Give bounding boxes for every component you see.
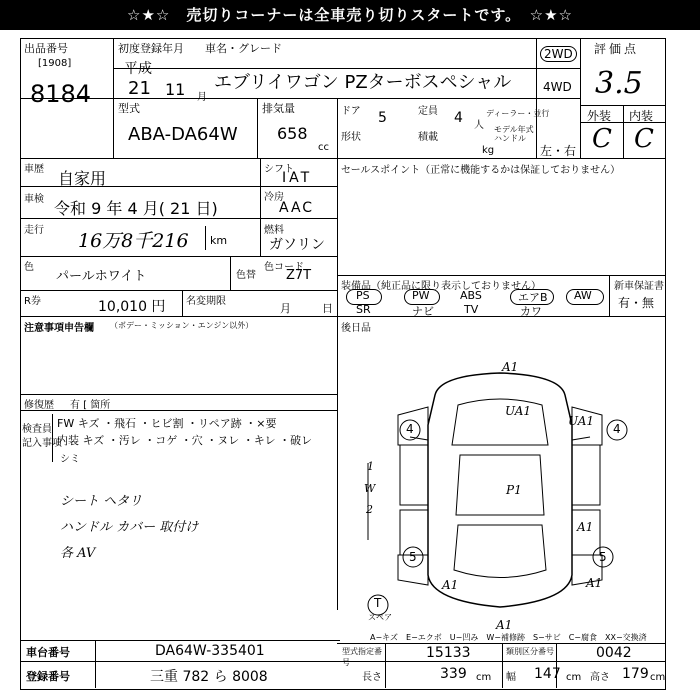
damage-mark-rear: A1	[496, 618, 513, 632]
warranty-value: 有・無	[618, 296, 655, 310]
equip-pw: PW	[412, 289, 430, 302]
name-change-label: 名変期限	[186, 296, 226, 307]
ac-label: 冷房	[264, 192, 284, 203]
damage-mark-right-front: UA1	[568, 414, 595, 428]
color-code: Z7T	[286, 268, 312, 283]
side-note-1: 1	[367, 460, 374, 473]
fuel-value: ガソリン	[269, 237, 325, 253]
dealer-label: ディーラー・並行	[486, 109, 550, 118]
height-unit: cm	[650, 672, 666, 683]
interior-grade: C	[634, 124, 654, 154]
ac-value: AAC	[279, 200, 315, 216]
shift-value: IAT	[282, 170, 313, 186]
side-note-2: W	[364, 482, 376, 495]
damage-mark-right-rear: A1	[586, 576, 603, 590]
chassis-label: 車台番号	[26, 646, 70, 659]
inspection-label: 車検	[24, 194, 44, 205]
length-value: 339	[440, 666, 467, 682]
checker-label-1: 検査員	[22, 424, 52, 435]
category-label: 類別区分番号	[506, 647, 554, 656]
height-label: 高さ	[590, 672, 610, 683]
top-banner: ☆★☆ 売切りコーナーは全車売り切りスタートです。 ☆★☆	[0, 0, 700, 30]
plate-label: 登録番号	[26, 670, 70, 683]
capacity-label: 定員	[418, 106, 438, 117]
equip-abs: ABS	[460, 289, 482, 302]
lot-label: 出品番号	[24, 42, 68, 55]
damage-mark-front: A1	[502, 360, 519, 374]
registration-year: 21	[128, 78, 151, 99]
width-label: 幅	[506, 672, 516, 683]
equip-ps: PS	[356, 289, 370, 302]
displacement-label: 排気量	[262, 102, 295, 115]
shift-label: シフト	[264, 164, 294, 175]
spare-label: スペア	[368, 613, 392, 622]
use-value: 自家用	[58, 169, 107, 188]
recycle-label: R券	[24, 296, 41, 307]
registration-month: 11	[165, 80, 186, 99]
designation-label: 型式指定番号	[342, 647, 382, 667]
tire-rear-right: 5	[599, 550, 607, 564]
score-value: 3.5	[595, 66, 643, 101]
interior-label: 内装	[629, 109, 654, 123]
length-unit: cm	[476, 672, 492, 683]
doors-value: 5	[378, 110, 387, 126]
equip-airbag: エアB	[518, 291, 548, 304]
type-label: 型式	[118, 102, 140, 115]
capacity-value: 4	[454, 110, 463, 126]
warranty-label: 新車保証書	[614, 281, 664, 292]
drive-2wd: 2WD	[540, 46, 577, 62]
handwritten-note-2: ハンドル カバー 取付け	[60, 520, 199, 535]
name-change-month: 月	[280, 302, 291, 315]
owner-label: 後日品	[341, 323, 371, 334]
displacement-unit: cc	[318, 142, 329, 153]
equipment-label: 装備品（純正品に限り表示しておりません）	[341, 281, 541, 292]
load-label: 積載	[418, 132, 438, 143]
checker-line-2: 内装 キズ ・汚レ ・コゲ ・穴 ・ヌレ ・キレ ・破レ	[57, 434, 313, 447]
name-change-day: 日	[322, 302, 333, 315]
use-label: 車歴	[24, 164, 44, 175]
plate-value: 三重 782 ら 8008	[150, 669, 268, 685]
side-note-3: 2	[366, 503, 373, 516]
mileage-label: 走行	[24, 225, 44, 236]
lot-number: 8184	[30, 80, 92, 108]
shape-label: 形状	[341, 132, 361, 143]
model-label: 車名・グレード	[205, 42, 282, 55]
checker-label-2: 記入事項	[22, 438, 62, 449]
handle-value: 左・右	[540, 144, 577, 158]
exterior-grade: C	[592, 124, 612, 154]
designation-value: 15133	[426, 645, 471, 661]
handwritten-note-1: シート ヘタリ	[60, 494, 143, 509]
width-value: 147	[534, 666, 561, 682]
spare-tire: T	[374, 596, 382, 610]
damage-mark-roof: P1	[506, 483, 522, 497]
length-label: 長さ	[362, 672, 382, 683]
fuel-label: 燃料	[264, 225, 284, 236]
exterior-label: 外装	[587, 109, 612, 123]
equip-aw: AW	[574, 289, 592, 302]
color-change-label: 色替	[236, 270, 256, 281]
damage-legend: A−キズ E−エクボ U−凹み W−補修跡 S−サビ C−腐食 XX−交換済	[370, 633, 647, 642]
drive-4wd: 4WD	[543, 80, 572, 94]
load-unit: kg	[482, 145, 495, 156]
checker-line-1: FW キズ ・飛石 ・ヒビ割 ・リペア跡 ・×要	[57, 417, 277, 430]
category-value: 0042	[596, 645, 632, 661]
type-value: ABA-DA64W	[128, 124, 238, 145]
registration-era: 平成	[124, 61, 152, 77]
registration-month-unit: 月	[197, 92, 207, 103]
width-unit: cm	[566, 672, 582, 683]
model-name: エブリイワゴン PZターボスペシャル	[214, 72, 512, 93]
repair-value: 有 [ 箇所	[70, 400, 111, 411]
sales-point-label: セールスポイント（正常に機能するかは保証しておりません）	[341, 165, 621, 176]
recycle-value: 10,010 円	[98, 299, 166, 315]
equip-sr: SR	[356, 303, 371, 316]
tire-rear-left: 5	[409, 550, 417, 564]
displacement-value: 658	[277, 124, 308, 143]
checker-line-3: シミ	[60, 454, 80, 465]
notes-label: 注意事項申告欄	[24, 323, 94, 334]
damage-mark-right-side: A1	[577, 520, 594, 534]
doors-label: ドア	[341, 106, 361, 117]
height-value: 179	[622, 666, 649, 682]
mileage-unit: km	[210, 234, 228, 247]
inspection-value: 令和 9 年 4 月( 21 日)	[54, 199, 218, 218]
tire-front-left: 4	[406, 422, 414, 436]
car-damage-diagram	[340, 345, 662, 625]
color-code-label: 色コード	[264, 262, 304, 273]
repair-label: 修復歴	[24, 400, 54, 411]
lot-code: [1908]	[38, 58, 72, 69]
color-value: パールホワイト	[56, 269, 147, 284]
registration-label: 初度登録年月	[118, 42, 184, 55]
handle-label: モデル年式 ハンドル	[494, 125, 534, 143]
notes-sub: （ボデー・ミッション・エンジン以外）	[110, 321, 254, 330]
damage-mark-hood: UA1	[505, 404, 532, 418]
color-label: 色	[24, 262, 34, 273]
mileage-value: 16万8千216	[78, 230, 189, 252]
equip-leather: カワ	[520, 305, 542, 318]
equip-navi: ナビ	[412, 305, 434, 318]
handwritten-note-3: 各 AV	[60, 546, 96, 561]
tire-front-right: 4	[613, 422, 621, 436]
chassis-value: DA64W-335401	[155, 643, 265, 659]
damage-mark-left-rear: A1	[442, 578, 459, 592]
score-label: 評価点	[594, 42, 640, 56]
equip-tv: TV	[464, 303, 479, 316]
capacity-unit: 人	[474, 120, 484, 131]
